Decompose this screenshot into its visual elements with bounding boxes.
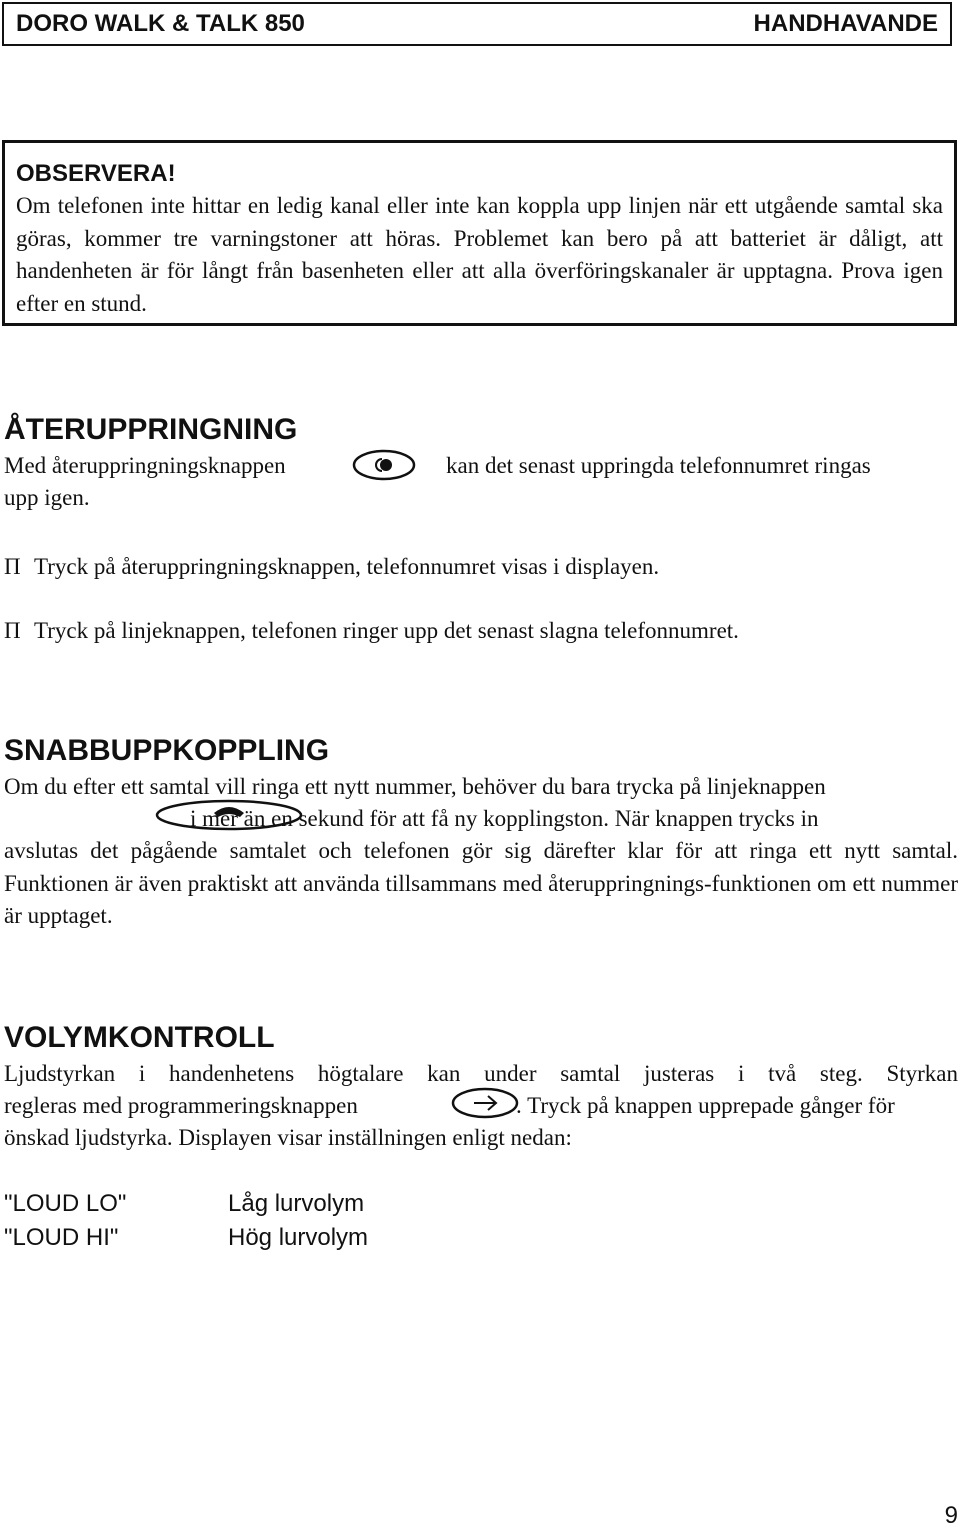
header-chapter: HANDHAVANDE bbox=[753, 10, 938, 37]
redial-intro-line bbox=[4, 450, 958, 482]
page-header bbox=[2, 2, 952, 46]
header-product: DORO WALK & TALK 850 bbox=[16, 10, 305, 37]
note-body: Om telefonen inte hittar en ledig kanal eller inte kan koppla upp linjen när ett utgående samtal ska göras, kommer tre varningstoner att höras. Problemet kan bero på att batteriet är dåligt, att handenheten är för långt från basenheten eller att alla överföringskanaler är upptagna. Prova igen efter en stund. bbox=[16, 193, 943, 316]
volume-setting-row bbox=[4, 1221, 368, 1255]
volume-setting-label: Låg lurvolym bbox=[228, 1190, 365, 1217]
volume-line-2-before: regleras med programmeringsknappen bbox=[4, 1093, 358, 1118]
redial-step-2 bbox=[4, 615, 739, 647]
bullet-symbol: Π bbox=[4, 618, 21, 643]
page-number: 9 bbox=[944, 1502, 958, 1529]
note-title: OBSERVERA! bbox=[16, 160, 176, 187]
volume-section bbox=[4, 1020, 958, 1154]
redial-heading: ÅTERUPPRINGNING bbox=[4, 413, 298, 446]
volume-setting-label: Hög lurvolym bbox=[228, 1224, 369, 1251]
volume-line-2-after: . Tryck på knappen upprepade gånger för bbox=[516, 1093, 895, 1118]
volume-line-2 bbox=[4, 1090, 958, 1122]
redial-step-2-text: Tryck på linjeknappen, telefonen ringer upp det senast slagna telefonnumret. bbox=[34, 618, 739, 643]
volume-settings-table bbox=[4, 1187, 368, 1255]
volume-setting-code: "LOUD LO" bbox=[4, 1190, 127, 1217]
quick-line-2-text: i mer än en sekund för att få ny kopplingston. När knappen trycks in bbox=[190, 806, 819, 831]
volume-line-3: önskad ljudstyrka. Displayen visar inställningen enligt nedan: bbox=[4, 1125, 572, 1150]
redial-intro-before: Med återuppringningsknappen bbox=[4, 453, 286, 478]
redial-step-1-text: Tryck på återuppringningsknappen, telefonnumret visas i displayen. bbox=[34, 554, 660, 579]
redial-intro-line-2: upp igen. bbox=[4, 485, 90, 510]
volume-setting-row bbox=[4, 1187, 368, 1221]
volume-line-1: Ljudstyrkan i handenhetens högtalare kan under samtal justeras i två steg. Styrkan bbox=[4, 1061, 958, 1086]
bullet-symbol: Π bbox=[4, 554, 21, 579]
note-box bbox=[2, 140, 957, 326]
quick-line-2 bbox=[4, 803, 958, 835]
quick-section bbox=[4, 733, 958, 933]
redial-intro-after: kan det senast uppringda telefonnumret ringas bbox=[446, 453, 871, 478]
volume-setting-code: "LOUD HI" bbox=[4, 1224, 119, 1251]
quick-body: avslutas det pågående samtalet och telefonen gör sig därefter klar för att ringa ett nytt samtal. Funktionen är även praktiskt att använda tillsammans med återuppringnings-funktionen om ett nummer är upptaget. bbox=[4, 838, 958, 928]
redial-step-1 bbox=[4, 551, 659, 583]
quick-line-1: Om du efter ett samtal vill ringa ett nytt nummer, behöver du bara trycka på linjeknappen bbox=[4, 774, 826, 799]
volume-heading: VOLYMKONTROLL bbox=[4, 1021, 275, 1054]
quick-heading: SNABBUPPKOPPLING bbox=[4, 734, 330, 767]
redial-section bbox=[4, 412, 958, 514]
